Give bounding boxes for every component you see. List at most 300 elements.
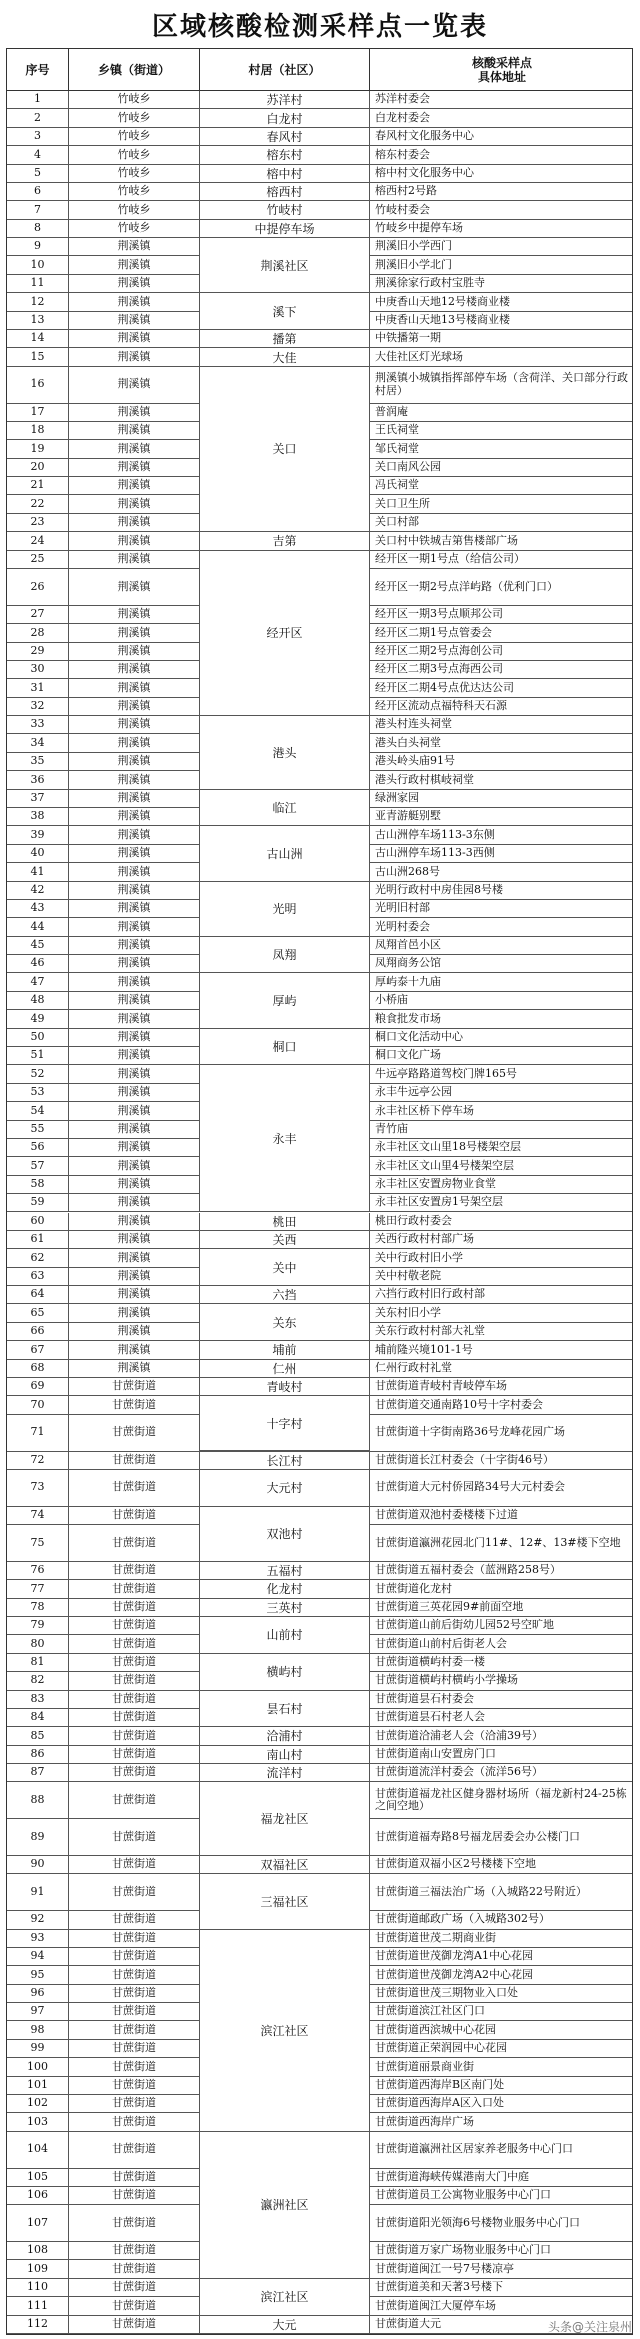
village-cell: 播第 bbox=[200, 330, 370, 348]
row-town: 荆溪镇 bbox=[69, 1157, 200, 1174]
row-no: 101 bbox=[7, 2077, 69, 2094]
row-town: 荆溪镇 bbox=[69, 1304, 200, 1321]
row-no: 38 bbox=[7, 808, 69, 825]
row-site: 甘蔗街道阳光领海6号楼物业服务中心门口 bbox=[375, 2215, 580, 2229]
watermark: 头条@关注泉州 bbox=[547, 2320, 632, 2334]
row-no: 111 bbox=[7, 2297, 69, 2314]
row-site: 光明旧村部 bbox=[375, 901, 430, 915]
row-site: 甘蔗街道横屿村委一楼 bbox=[375, 1655, 485, 1669]
row-no: 17 bbox=[7, 404, 69, 421]
row-site: 甘蔗街道西海岸A区入口处 bbox=[375, 2096, 504, 2110]
row-site: 甘蔗街道世茂御龙湾A1中心花园 bbox=[375, 1949, 533, 1963]
row-site: 甘蔗街道世茂御龙湾A2中心花园 bbox=[375, 1967, 533, 1981]
row-town: 竹岐乡 bbox=[69, 128, 200, 145]
row-town: 甘蔗街道 bbox=[69, 1452, 200, 1469]
row-no: 29 bbox=[7, 643, 69, 660]
row-town: 甘蔗街道 bbox=[69, 2077, 200, 2094]
row-town: 荆溪镇 bbox=[69, 771, 200, 788]
row-no: 94 bbox=[7, 1948, 69, 1965]
row-site: 永丰牛远亭公园 bbox=[375, 1085, 452, 1099]
row-town: 荆溪镇 bbox=[69, 863, 200, 880]
row-no: 85 bbox=[7, 1727, 69, 1744]
row-town: 荆溪镇 bbox=[69, 1047, 200, 1064]
row-town: 荆溪镇 bbox=[69, 422, 200, 439]
row-no: 27 bbox=[7, 606, 69, 623]
village-cell: 长江村 bbox=[200, 1452, 370, 1470]
row-town: 荆溪镇 bbox=[69, 330, 200, 347]
row-town: 荆溪镇 bbox=[69, 312, 200, 329]
row-no: 102 bbox=[7, 2095, 69, 2112]
row-town: 荆溪镇 bbox=[69, 514, 200, 531]
village-cell: 双池村 bbox=[200, 1507, 370, 1562]
row-no: 47 bbox=[7, 973, 69, 990]
row-no: 76 bbox=[7, 1562, 69, 1579]
sampling-sites-table bbox=[6, 48, 633, 2335]
village-cell: 滨江社区 bbox=[200, 1930, 370, 2132]
row-no: 40 bbox=[7, 845, 69, 862]
row-no: 33 bbox=[7, 716, 69, 733]
row-no: 89 bbox=[7, 1819, 69, 1855]
row-site: 荆溪旧小学西门 bbox=[375, 239, 452, 253]
village-cell: 榕中村 bbox=[200, 165, 370, 183]
village-cell: 双福社区 bbox=[200, 1856, 370, 1874]
row-town: 荆溪镇 bbox=[69, 698, 200, 715]
header-town: 乡镇（街道） bbox=[69, 49, 200, 91]
row-site: 甘蔗街道三福法治广场（入城路22号附近） bbox=[375, 1884, 587, 1898]
village-cell: 关口 bbox=[200, 367, 370, 532]
row-site: 港头白头祠堂 bbox=[375, 735, 441, 749]
row-no: 12 bbox=[7, 293, 69, 310]
village-cell: 仁州 bbox=[200, 1360, 370, 1378]
row-town: 荆溪镇 bbox=[69, 900, 200, 917]
row-town: 甘蔗街道 bbox=[69, 2021, 200, 2038]
row-no: 48 bbox=[7, 992, 69, 1009]
row-site: 关东行政村村部大礼堂 bbox=[375, 1324, 485, 1338]
row-town: 甘蔗街道 bbox=[69, 2169, 200, 2186]
row-site: 光明村委会 bbox=[375, 919, 430, 933]
row-no: 59 bbox=[7, 1194, 69, 1211]
row-town: 甘蔗街道 bbox=[69, 2003, 200, 2020]
row-site: 厚屿泰十九庙 bbox=[375, 974, 441, 988]
village-cell: 港头 bbox=[200, 716, 370, 790]
row-no: 32 bbox=[7, 698, 69, 715]
row-site: 永丰社区文山里18号楼架空层 bbox=[375, 1140, 521, 1154]
village-cell: 青岐村 bbox=[200, 1378, 370, 1396]
row-site: 关口南风公园 bbox=[375, 460, 441, 474]
village-cell: 临江 bbox=[200, 790, 370, 827]
row-town: 荆溪镇 bbox=[69, 753, 200, 770]
row-town: 甘蔗街道 bbox=[69, 1691, 200, 1708]
row-site: 中铁播第一期 bbox=[375, 331, 441, 345]
row-site: 王氏祠堂 bbox=[375, 423, 419, 437]
row-no: 81 bbox=[7, 1654, 69, 1671]
row-no: 26 bbox=[7, 569, 69, 605]
village-cell: 光明 bbox=[200, 882, 370, 937]
row-town: 甘蔗街道 bbox=[69, 1966, 200, 1983]
row-town: 甘蔗街道 bbox=[69, 1599, 200, 1616]
row-town: 荆溪镇 bbox=[69, 238, 200, 255]
village-cell: 关中 bbox=[200, 1249, 370, 1286]
row-no: 82 bbox=[7, 1672, 69, 1689]
document-title: 区域核酸检测采样点一览表 bbox=[151, 12, 488, 42]
row-town: 甘蔗街道 bbox=[69, 1911, 200, 1928]
row-no: 8 bbox=[7, 220, 69, 237]
row-town: 荆溪镇 bbox=[69, 1323, 200, 1340]
row-town: 甘蔗街道 bbox=[69, 2316, 200, 2333]
row-site: 中庚香山天地12号楼商业楼 bbox=[375, 294, 510, 308]
row-town: 甘蔗街道 bbox=[69, 2040, 200, 2057]
row-no: 19 bbox=[7, 440, 69, 457]
row-no: 21 bbox=[7, 477, 69, 494]
row-town: 甘蔗街道 bbox=[69, 1580, 200, 1597]
row-town: 竹岐乡 bbox=[69, 146, 200, 163]
row-no: 67 bbox=[7, 1341, 69, 1358]
row-town: 甘蔗街道 bbox=[69, 1617, 200, 1634]
row-site: 苏洋村委会 bbox=[375, 92, 430, 106]
row-town: 甘蔗街道 bbox=[69, 2205, 200, 2241]
row-site: 关口卫生所 bbox=[375, 496, 430, 510]
row-no: 75 bbox=[7, 1525, 69, 1561]
row-site: 甘蔗街道福龙社区健身器材场所（福龙新村24-25栋之间空地） bbox=[375, 1786, 627, 1813]
row-town: 荆溪镇 bbox=[69, 256, 200, 273]
row-no: 42 bbox=[7, 882, 69, 899]
row-no: 22 bbox=[7, 495, 69, 512]
row-site: 甘蔗街道流洋村委会（流洋56号） bbox=[375, 1765, 543, 1779]
row-site: 甘蔗街道昙石村老人会 bbox=[375, 1710, 485, 1724]
row-town: 甘蔗街道 bbox=[69, 2095, 200, 2112]
row-no: 3 bbox=[7, 128, 69, 145]
row-town: 甘蔗街道 bbox=[69, 1782, 200, 1818]
village-cell: 洽浦村 bbox=[200, 1727, 370, 1745]
row-site: 桃田行政村委会 bbox=[375, 1213, 452, 1227]
row-town: 荆溪镇 bbox=[69, 606, 200, 623]
row-site: 关西行政村村部广场 bbox=[375, 1232, 474, 1246]
row-town: 甘蔗街道 bbox=[69, 1985, 200, 2002]
row-no: 2 bbox=[7, 109, 69, 126]
row-site: 甘蔗街道员工公寓物业服务中心门口 bbox=[375, 2188, 551, 2202]
row-town: 荆溪镇 bbox=[69, 661, 200, 678]
row-no: 28 bbox=[7, 624, 69, 641]
row-site: 甘蔗街道瀛洲社区居家养老服务中心门口 bbox=[375, 2142, 573, 2156]
row-no: 87 bbox=[7, 1764, 69, 1781]
row-site: 甘蔗街道西海岸广场 bbox=[375, 2114, 474, 2128]
village-cell: 横屿村 bbox=[200, 1654, 370, 1691]
row-no: 72 bbox=[7, 1452, 69, 1469]
row-town: 甘蔗街道 bbox=[69, 1672, 200, 1689]
row-town: 荆溪镇 bbox=[69, 532, 200, 549]
row-site: 埔前隆兴境101-1号 bbox=[375, 1342, 473, 1356]
row-no: 5 bbox=[7, 165, 69, 182]
row-town: 荆溪镇 bbox=[69, 734, 200, 751]
village-cell: 厚屿 bbox=[200, 973, 370, 1028]
village-cell: 瀛洲社区 bbox=[200, 2132, 370, 2279]
row-town: 荆溪镇 bbox=[69, 1010, 200, 1027]
row-town: 甘蔗街道 bbox=[69, 1746, 200, 1763]
row-site: 甘蔗街道横屿村横屿小学操场 bbox=[375, 1673, 518, 1687]
row-no: 110 bbox=[7, 2279, 69, 2296]
row-town: 甘蔗街道 bbox=[69, 1654, 200, 1671]
row-site: 经开区一期3号点顺邦公司 bbox=[375, 607, 503, 621]
row-site: 经开区二期2号点海创公司 bbox=[375, 643, 503, 657]
row-town: 荆溪镇 bbox=[69, 569, 200, 605]
row-town: 荆溪镇 bbox=[69, 918, 200, 935]
village-cell: 凤翔 bbox=[200, 937, 370, 974]
row-site: 大佳社区灯光球场 bbox=[375, 349, 463, 363]
row-site: 甘蔗街道美和天著3号楼下 bbox=[375, 2280, 503, 2294]
row-no: 36 bbox=[7, 771, 69, 788]
row-town: 甘蔗街道 bbox=[69, 2058, 200, 2075]
row-no: 64 bbox=[7, 1286, 69, 1303]
row-no: 70 bbox=[7, 1396, 69, 1413]
row-town: 荆溪镇 bbox=[69, 716, 200, 733]
row-town: 荆溪镇 bbox=[69, 643, 200, 660]
row-town: 荆溪镇 bbox=[69, 1194, 200, 1211]
row-town: 甘蔗街道 bbox=[69, 1930, 200, 1947]
row-site: 甘蔗街道大元村侨园路34号大元村委会 bbox=[375, 1480, 565, 1494]
row-town: 荆溪镇 bbox=[69, 1213, 200, 1230]
village-cell: 福龙社区 bbox=[200, 1782, 370, 1856]
row-site: 经开区二期1号点管委会 bbox=[375, 625, 492, 639]
row-site: 关口村部 bbox=[375, 515, 419, 529]
row-no: 98 bbox=[7, 2021, 69, 2038]
row-town: 荆溪镇 bbox=[69, 937, 200, 954]
row-site: 关中行政村旧小学 bbox=[375, 1250, 463, 1264]
row-no: 97 bbox=[7, 2003, 69, 2020]
village-cell: 关东 bbox=[200, 1304, 370, 1341]
row-town: 荆溪镇 bbox=[69, 1102, 200, 1119]
row-no: 54 bbox=[7, 1102, 69, 1119]
row-town: 甘蔗街道 bbox=[69, 1415, 200, 1451]
row-site: 绿洲家园 bbox=[375, 790, 419, 804]
village-cell: 吉第 bbox=[200, 532, 370, 550]
row-town: 荆溪镇 bbox=[69, 973, 200, 990]
row-site: 竹岐村委会 bbox=[375, 202, 430, 216]
row-no: 34 bbox=[7, 734, 69, 751]
village-cell: 大佳 bbox=[200, 348, 370, 366]
row-no: 61 bbox=[7, 1231, 69, 1248]
row-no: 11 bbox=[7, 275, 69, 292]
row-town: 荆溪镇 bbox=[69, 790, 200, 807]
row-town: 荆溪镇 bbox=[69, 845, 200, 862]
row-no: 6 bbox=[7, 183, 69, 200]
row-town: 荆溪镇 bbox=[69, 440, 200, 457]
row-no: 88 bbox=[7, 1782, 69, 1818]
row-town: 荆溪镇 bbox=[69, 1121, 200, 1138]
row-town: 甘蔗街道 bbox=[69, 1948, 200, 1965]
row-town: 荆溪镇 bbox=[69, 1360, 200, 1377]
village-cell: 榕西村 bbox=[200, 183, 370, 201]
row-town: 荆溪镇 bbox=[69, 882, 200, 899]
village-cell: 苏洋村 bbox=[200, 91, 370, 109]
row-no: 10 bbox=[7, 256, 69, 273]
row-no: 44 bbox=[7, 918, 69, 935]
row-site: 港头村连头祠堂 bbox=[375, 717, 452, 731]
row-site: 关东村旧小学 bbox=[375, 1305, 441, 1319]
row-site: 永丰社区桥下停车场 bbox=[375, 1103, 474, 1117]
row-no: 50 bbox=[7, 1029, 69, 1046]
row-no: 52 bbox=[7, 1065, 69, 1082]
row-no: 45 bbox=[7, 937, 69, 954]
row-no: 100 bbox=[7, 2058, 69, 2075]
village-cell: 中提停车场 bbox=[200, 220, 370, 238]
row-town: 荆溪镇 bbox=[69, 477, 200, 494]
row-town: 甘蔗街道 bbox=[69, 1856, 200, 1873]
row-town: 甘蔗街道 bbox=[69, 1396, 200, 1413]
row-no: 9 bbox=[7, 238, 69, 255]
row-no: 35 bbox=[7, 753, 69, 770]
village-cell: 山前村 bbox=[200, 1617, 370, 1654]
row-no: 62 bbox=[7, 1249, 69, 1266]
row-no: 112 bbox=[7, 2316, 69, 2333]
row-town: 荆溪镇 bbox=[69, 826, 200, 843]
row-no: 79 bbox=[7, 1617, 69, 1634]
row-no: 4 bbox=[7, 146, 69, 163]
row-no: 103 bbox=[7, 2113, 69, 2130]
row-site: 邹氏祠堂 bbox=[375, 441, 419, 455]
village-cell: 荆溪社区 bbox=[200, 238, 370, 293]
row-town: 竹岐乡 bbox=[69, 220, 200, 237]
row-town: 竹岐乡 bbox=[69, 201, 200, 218]
village-cell: 六挡 bbox=[200, 1286, 370, 1304]
row-site: 甘蔗街道正荣润园中心花园 bbox=[375, 2041, 507, 2055]
row-no: 31 bbox=[7, 679, 69, 696]
row-site: 桐口文化活动中心 bbox=[375, 1030, 463, 1043]
row-town: 甘蔗街道 bbox=[69, 2242, 200, 2259]
row-no: 55 bbox=[7, 1121, 69, 1138]
row-site: 古山洲268号 bbox=[375, 864, 440, 878]
row-town: 荆溪镇 bbox=[69, 1341, 200, 1358]
row-no: 7 bbox=[7, 201, 69, 218]
row-town: 甘蔗街道 bbox=[69, 2297, 200, 2314]
row-town: 荆溪镇 bbox=[69, 1268, 200, 1285]
row-site: 小桥庙 bbox=[375, 993, 408, 1007]
row-site: 甘蔗街道邮政广场（入城路302号） bbox=[375, 1912, 550, 1926]
row-town: 荆溪镇 bbox=[69, 348, 200, 365]
village-cell: 大元 bbox=[200, 2316, 370, 2334]
row-town: 荆溪镇 bbox=[69, 551, 200, 568]
row-no: 95 bbox=[7, 1966, 69, 1983]
row-no: 109 bbox=[7, 2260, 69, 2277]
row-no: 30 bbox=[7, 661, 69, 678]
row-site: 粮食批发市场 bbox=[375, 1011, 441, 1025]
row-site: 甘蔗街道南山安置房门口 bbox=[375, 1747, 496, 1761]
row-no: 25 bbox=[7, 551, 69, 568]
row-no: 105 bbox=[7, 2169, 69, 2186]
row-site: 甘蔗街道世茂三期物业入口处 bbox=[375, 1986, 518, 2000]
row-no: 86 bbox=[7, 1746, 69, 1763]
village-cell: 古山洲 bbox=[200, 826, 370, 881]
row-site: 经开区一期1号点（给信公司） bbox=[375, 551, 525, 565]
village-cell: 昙石村 bbox=[200, 1691, 370, 1728]
row-town: 甘蔗街道 bbox=[69, 1635, 200, 1652]
row-site: 经开区一期2号点洋屿路（优利门口） bbox=[375, 579, 558, 593]
row-no: 23 bbox=[7, 514, 69, 531]
row-no: 78 bbox=[7, 1599, 69, 1616]
row-town: 甘蔗街道 bbox=[69, 2260, 200, 2277]
row-no: 66 bbox=[7, 1323, 69, 1340]
row-no: 80 bbox=[7, 1635, 69, 1652]
row-no: 51 bbox=[7, 1047, 69, 1064]
row-site: 桐口文化广场 bbox=[375, 1048, 441, 1062]
header-site: 核酸采样点 具体地址 bbox=[471, 55, 532, 84]
row-no: 18 bbox=[7, 422, 69, 439]
row-town: 甘蔗街道 bbox=[69, 2187, 200, 2204]
row-no: 14 bbox=[7, 330, 69, 347]
row-site: 光明行政村中房佳园8号楼 bbox=[375, 882, 503, 896]
row-town: 竹岐乡 bbox=[69, 183, 200, 200]
row-town: 甘蔗街道 bbox=[69, 1709, 200, 1726]
row-town: 荆溪镇 bbox=[69, 955, 200, 972]
row-site: 经开区二期3号点海西公司 bbox=[375, 662, 503, 676]
row-site: 甘蔗街道青岐村青岐停车场 bbox=[375, 1379, 507, 1393]
village-cell: 三英村 bbox=[200, 1599, 370, 1617]
row-town: 甘蔗街道 bbox=[69, 2132, 200, 2168]
row-no: 83 bbox=[7, 1691, 69, 1708]
row-no: 39 bbox=[7, 826, 69, 843]
village-cell: 桐口 bbox=[200, 1029, 370, 1066]
row-no: 104 bbox=[7, 2132, 69, 2168]
row-town: 甘蔗街道 bbox=[69, 1562, 200, 1579]
row-site: 港头行政村棋岐祠堂 bbox=[375, 772, 474, 786]
row-town: 甘蔗街道 bbox=[69, 1727, 200, 1744]
village-cell: 竹岐村 bbox=[200, 201, 370, 219]
village-cell: 关西 bbox=[200, 1231, 370, 1249]
village-cell: 白龙村 bbox=[200, 109, 370, 127]
row-site: 关中村敬老院 bbox=[375, 1269, 441, 1282]
row-no: 91 bbox=[7, 1874, 69, 1910]
row-town: 甘蔗街道 bbox=[69, 1507, 200, 1524]
row-no: 99 bbox=[7, 2040, 69, 2057]
row-no: 68 bbox=[7, 1360, 69, 1377]
row-site: 甘蔗街道长江村委会（十字街46号） bbox=[375, 1452, 554, 1466]
row-no: 65 bbox=[7, 1304, 69, 1321]
row-site: 甘蔗街道福寿路8号福龙居委会办公楼门口 bbox=[375, 1829, 580, 1843]
row-site: 港头岭头庙91号 bbox=[375, 754, 455, 768]
village-cell: 十字村 bbox=[200, 1396, 370, 1451]
row-site: 甘蔗街道西滨城中心花园 bbox=[375, 2022, 496, 2036]
row-site: 关口村中铁城吉第售楼部广场 bbox=[375, 533, 518, 547]
row-town: 荆溪镇 bbox=[69, 1249, 200, 1266]
village-cell: 流洋村 bbox=[200, 1764, 370, 1782]
row-site: 榕东村委会 bbox=[375, 147, 430, 161]
row-site: 永丰社区文山里4号楼架空层 bbox=[375, 1158, 514, 1172]
row-site: 榕西村2号路 bbox=[375, 184, 437, 198]
row-site: 甘蔗街道洽浦老人会（洽浦39号） bbox=[375, 1728, 543, 1742]
row-site: 甘蔗街道西海岸B区南门处 bbox=[375, 2077, 505, 2091]
row-no: 90 bbox=[7, 1856, 69, 1873]
row-town: 荆溪镇 bbox=[69, 1286, 200, 1303]
row-site: 甘蔗街道山前后街幼儿园52号空旷地 bbox=[375, 1618, 554, 1632]
row-site: 甘蔗街道海峡传媒港南大门中庭 bbox=[375, 2169, 529, 2183]
village-cell: 春风村 bbox=[200, 128, 370, 146]
row-town: 甘蔗街道 bbox=[69, 1764, 200, 1781]
row-site: 永丰社区安置房1号架空层 bbox=[375, 1195, 503, 1209]
row-no: 60 bbox=[7, 1213, 69, 1230]
row-no: 24 bbox=[7, 532, 69, 549]
row-town: 荆溪镇 bbox=[69, 404, 200, 421]
row-no: 106 bbox=[7, 2187, 69, 2204]
row-town: 荆溪镇 bbox=[69, 459, 200, 476]
row-no: 20 bbox=[7, 459, 69, 476]
village-cell: 滨江社区 bbox=[200, 2279, 370, 2316]
row-no: 41 bbox=[7, 863, 69, 880]
row-no: 69 bbox=[7, 1378, 69, 1395]
row-site: 甘蔗街道双福小区2号楼楼下空地 bbox=[375, 1857, 536, 1871]
row-site: 荆溪镇小城镇指挥部停车场（含荷洋、关口部分行政村居） bbox=[375, 371, 628, 397]
row-town: 甘蔗街道 bbox=[69, 1525, 200, 1561]
table-header-row bbox=[7, 49, 632, 91]
row-town: 甘蔗街道 bbox=[69, 1378, 200, 1395]
